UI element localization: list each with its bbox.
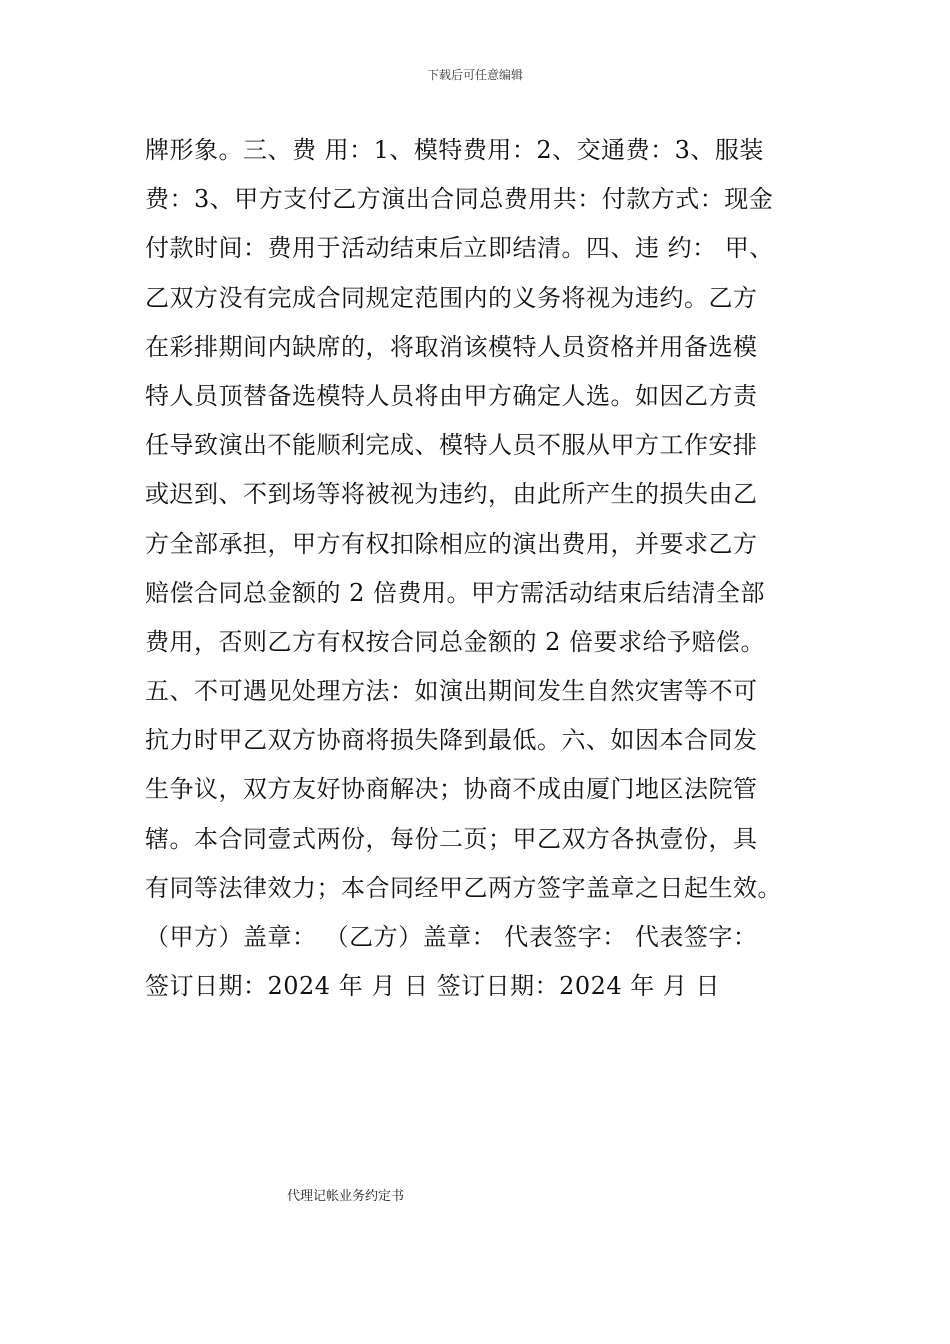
body-line: 生争议，双方友好协商解决；协商不成由厦门地区法院管 bbox=[145, 775, 758, 804]
body-line: 或迟到、不到场等将被视为违约，由此所产生的损失由乙 bbox=[145, 480, 758, 509]
body-line: 付款时间：费用于活动结束后立即结清。四、违 约： 甲、 bbox=[145, 234, 774, 263]
body-line: 赔偿合同总金额的 2 倍费用。甲方需活动结束后结清全部 bbox=[145, 578, 766, 607]
body-line: 特人员顶替备选模特人员将由甲方确定人选。如因乙方责 bbox=[145, 381, 758, 410]
body-line: 任导致演出不能顺利完成、模特人员不服从甲方工作安排 bbox=[145, 431, 758, 460]
body-line: 费用，否则乙方有权按合同总金额的 2 倍要求给予赔偿。 bbox=[145, 627, 766, 656]
body-line: 方全部承担，甲方有权扣除相应的演出费用，并要求乙方 bbox=[145, 529, 758, 558]
body-line: 牌形象。三、费 用：1、模特费用：2、交通费：3、服装 bbox=[145, 136, 764, 164]
body-line: 辖。本合同壹式两份，每份二页；甲乙双方各执壹份，具 bbox=[145, 824, 758, 853]
body-line: 抗力时甲乙双方协商将损失降到最低。六、如因本合同发 bbox=[145, 726, 758, 755]
body-line: 五、不可遇见处理方法：如演出期间发生自然灾害等不可 bbox=[145, 677, 758, 706]
signing-date-line: 签订日期：2024 年 月 日 签订日期：2024 年 月 日 bbox=[145, 972, 721, 1001]
body-line: 费：3、甲方支付乙方演出合同总费用共：付款方式：现金 bbox=[145, 185, 774, 214]
body-line: 有同等法律效力；本合同经甲乙两方签字盖章之日起生效。 bbox=[145, 873, 782, 902]
document-body bbox=[145, 126, 805, 1011]
page-header-note: 下载后可任意编辑 bbox=[426, 68, 523, 82]
signature-line: （甲方）盖章： （乙方）盖章： 代表签字： 代表签字： bbox=[145, 923, 758, 951]
body-line: 乙双方没有完成合同规定范围内的义务将视为违约。乙方 bbox=[145, 283, 758, 312]
page-footer-note: 代理记帐业务约定书 bbox=[287, 1189, 405, 1204]
body-line: 在彩排期间内缺席的，将取消该模特人员资格并用备选模 bbox=[145, 332, 758, 361]
